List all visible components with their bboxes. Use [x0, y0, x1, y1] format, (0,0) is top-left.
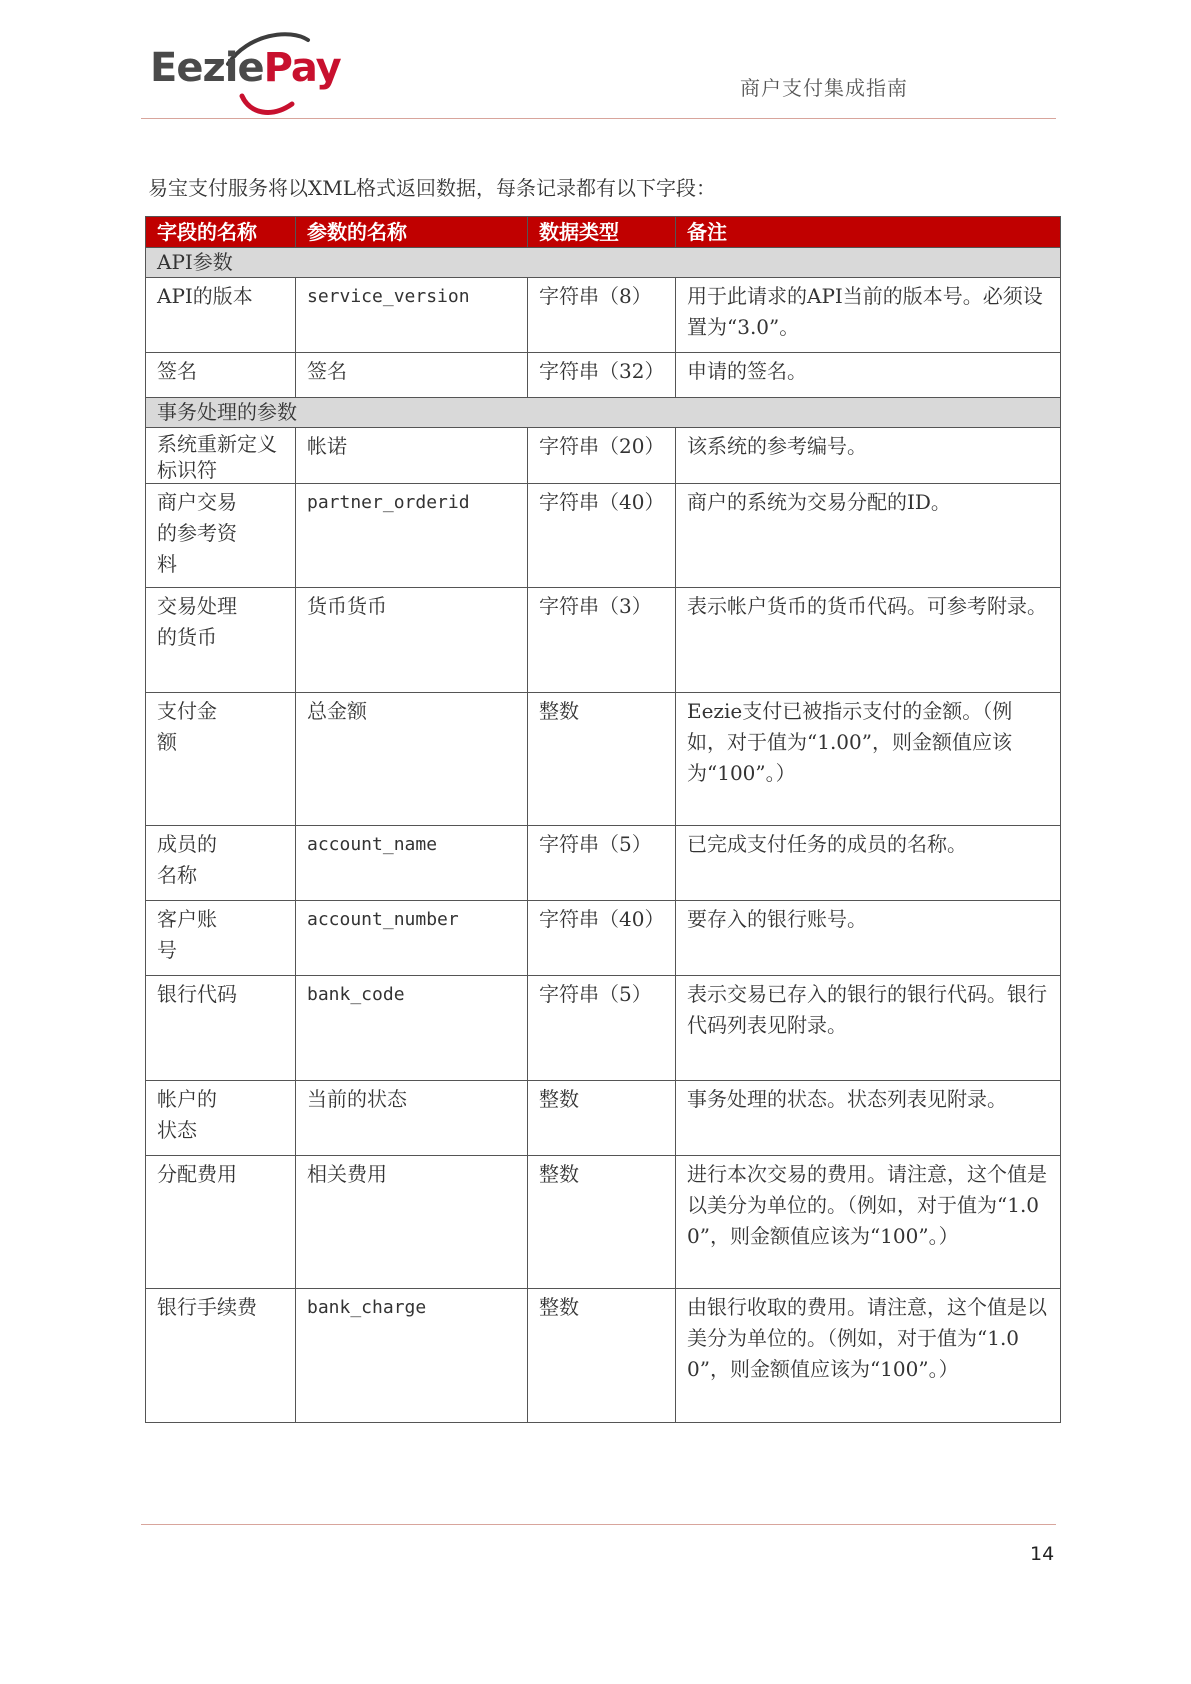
table-row	[146, 484, 1061, 588]
table-row	[146, 976, 1061, 1081]
data-type-cell: 整数	[528, 1289, 676, 1423]
note-cell: Eezie支付已被指示支付的金额。（例如，对于值为“1.00”，则金额值应该为“100”。）	[676, 693, 1061, 826]
field-name-cell: 客户账 号	[146, 901, 296, 976]
data-type-cell: 整数	[528, 693, 676, 826]
field-name-cell: 商户交易 的参考资 料	[146, 484, 296, 588]
section-row	[146, 398, 1061, 428]
data-type-cell: 字符串（3）	[528, 588, 676, 693]
column-header: 字段的名称	[146, 217, 296, 248]
intro-text: 易宝支付服务将以XML格式返回数据，每条记录都有以下字段：	[148, 176, 716, 200]
param-name-cell: account_number	[296, 901, 528, 976]
data-type-cell: 字符串（5）	[528, 826, 676, 901]
note-cell: 进行本次交易的费用。请注意，这个值是以美分为单位的。（例如，对于值为“1.00”，则金额值应该为“100”。）	[676, 1156, 1061, 1289]
param-name-cell: 总金额	[296, 693, 528, 826]
eeziepay-logo	[150, 30, 340, 110]
table-row	[146, 1081, 1061, 1156]
data-type-cell: 字符串（40）	[528, 901, 676, 976]
data-type-cell: 整数	[528, 1081, 676, 1156]
note-cell: 申请的签名。	[676, 353, 1061, 398]
column-header: 备注	[676, 217, 1061, 248]
table-row	[146, 428, 1061, 484]
param-name-cell: 相关费用	[296, 1156, 528, 1289]
page-number: 14	[1030, 1543, 1055, 1565]
field-name-cell: 签名	[146, 353, 296, 398]
note-cell: 商户的系统为交易分配的ID。	[676, 484, 1061, 588]
field-name-cell: 帐户的 状态	[146, 1081, 296, 1156]
section-title: 事务处理的参数	[146, 398, 1061, 428]
param-name-cell: 签名	[296, 353, 528, 398]
document-title: 商户支付集成指南	[740, 76, 908, 100]
table-row	[146, 826, 1061, 901]
param-name-cell: bank_charge	[296, 1289, 528, 1423]
field-name-cell: 分配费用	[146, 1156, 296, 1289]
field-name-cell: 交易处理 的货币	[146, 588, 296, 693]
data-type-cell: 字符串（20）	[528, 428, 676, 484]
note-cell: 表示交易已存入的银行的银行代码。银行代码列表见附录。	[676, 976, 1061, 1081]
table-row	[146, 278, 1061, 353]
param-name-cell: bank_code	[296, 976, 528, 1081]
table-row	[146, 693, 1061, 826]
param-name-cell: account_name	[296, 826, 528, 901]
section-title: API参数	[146, 248, 1061, 278]
table-row	[146, 901, 1061, 976]
param-name-cell: partner_orderid	[296, 484, 528, 588]
header-rule	[141, 118, 1056, 119]
column-header: 数据类型	[528, 217, 676, 248]
note-cell: 表示帐户货币的货币代码。可参考附录。	[676, 588, 1061, 693]
note-cell: 由银行收取的费用。请注意，这个值是以美分为单位的。（例如，对于值为“1.00”，则金额值应该为“100”。）	[676, 1289, 1061, 1423]
data-type-cell: 字符串（32）	[528, 353, 676, 398]
field-name-cell: 支付金 额	[146, 693, 296, 826]
param-name-cell: 帐诺	[296, 428, 528, 484]
note-cell: 要存入的银行账号。	[676, 901, 1061, 976]
table-row	[146, 1289, 1061, 1423]
data-type-cell: 字符串（5）	[528, 976, 676, 1081]
param-name-cell: 当前的状态	[296, 1081, 528, 1156]
logo-eezie: Eezie	[150, 45, 264, 91]
data-type-cell: 整数	[528, 1156, 676, 1289]
note-cell: 该系统的参考编号。	[676, 428, 1061, 484]
table-row	[146, 588, 1061, 693]
data-type-cell: 字符串（40）	[528, 484, 676, 588]
table-row	[146, 1156, 1061, 1289]
footer-rule	[141, 1524, 1056, 1525]
field-name-cell: 银行手续费	[146, 1289, 296, 1423]
logo-pay: Pay	[263, 45, 341, 91]
table-header-row	[146, 217, 1061, 248]
note-cell: 用于此请求的API当前的版本号。必须设置为“3.0”。	[676, 278, 1061, 353]
section-row	[146, 248, 1061, 278]
param-name-cell: 货币货币	[296, 588, 528, 693]
data-type-cell: 字符串（8）	[528, 278, 676, 353]
logo-wordmark	[150, 45, 341, 91]
field-name-cell: 银行代码	[146, 976, 296, 1081]
note-cell: 已完成支付任务的成员的名称。	[676, 826, 1061, 901]
fields-table	[145, 216, 1061, 1423]
note-cell: 事务处理的状态。状态列表见附录。	[676, 1081, 1061, 1156]
field-name-cell: 成员的 名称	[146, 826, 296, 901]
param-name-cell: service_version	[296, 278, 528, 353]
field-name-cell: API的版本	[146, 278, 296, 353]
field-name-cell: 系统重新定义标识符	[146, 428, 296, 484]
table-row	[146, 353, 1061, 398]
column-header: 参数的名称	[296, 217, 528, 248]
